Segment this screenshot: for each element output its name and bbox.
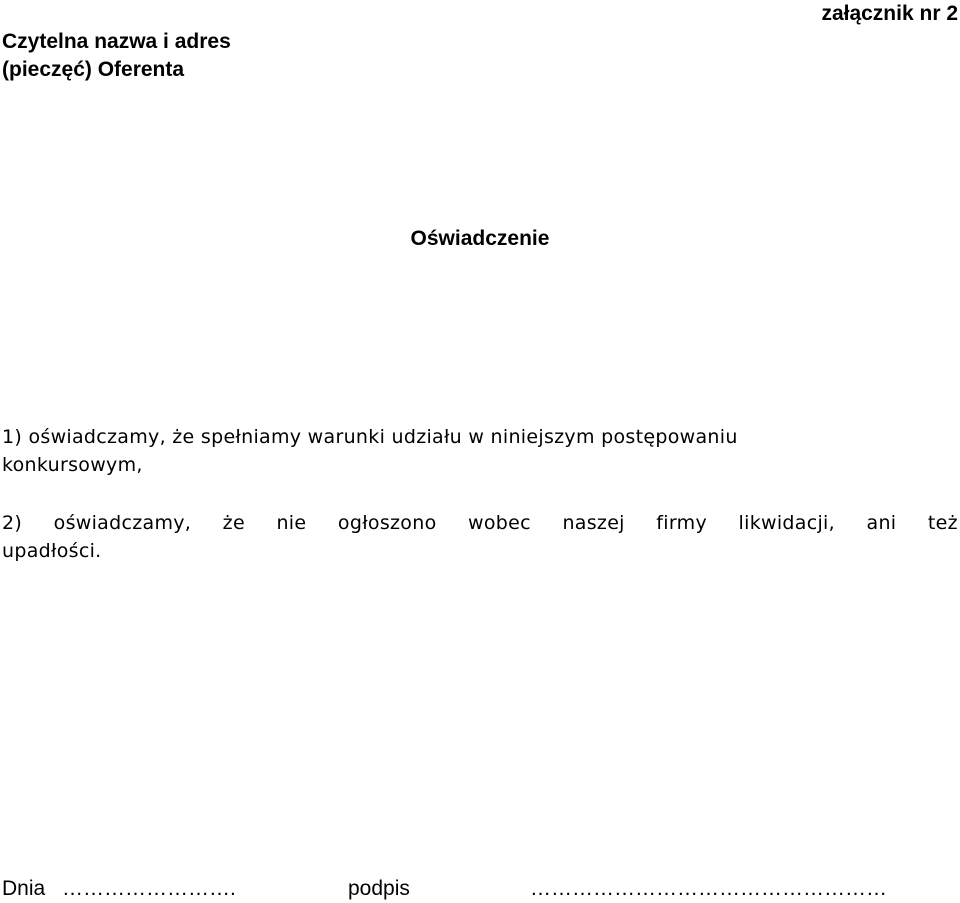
- annex-label: załącznik nr 2: [821, 2, 958, 25]
- date-field-dots: …………………….: [62, 877, 236, 900]
- statement-1: [2, 423, 958, 479]
- statement-2-line-2: upadłości.: [2, 540, 102, 562]
- offeror-line-2: (pieczęć) Oferenta: [2, 58, 185, 81]
- statement-2-word: oświadczamy,: [53, 512, 192, 534]
- statement-1-line-2: konkursowym,: [2, 454, 143, 476]
- document-title: Oświadczenie: [410, 227, 550, 250]
- statement-2-word: wobec: [468, 512, 531, 534]
- statement-2-word: ani: [866, 512, 897, 534]
- statement-1-line-1: 1) oświadczamy, że spełniamy warunki udziału w niniejszym postępowaniu: [2, 426, 738, 448]
- statement-2-word: firmy: [656, 512, 707, 534]
- statement-2-word: likwidacji,: [738, 512, 835, 534]
- offeror-name-address: [2, 28, 231, 84]
- statement-2-word: naszej: [562, 512, 625, 534]
- date-label: Dnia: [2, 877, 46, 900]
- statement-2: [2, 509, 958, 565]
- statement-2-word: 2): [2, 512, 23, 534]
- statement-2-word: też: [927, 512, 958, 534]
- statement-2-word: nie: [276, 512, 307, 534]
- statement-2-word: że: [222, 512, 245, 534]
- statement-2-word: ogłoszono: [337, 512, 437, 534]
- signature-field-dots: ……………………………………………: [530, 877, 887, 900]
- offeror-line-1: Czytelna nazwa i adres: [2, 30, 231, 53]
- signature-label: podpis: [348, 877, 410, 900]
- statement-2-line-1: [2, 509, 958, 537]
